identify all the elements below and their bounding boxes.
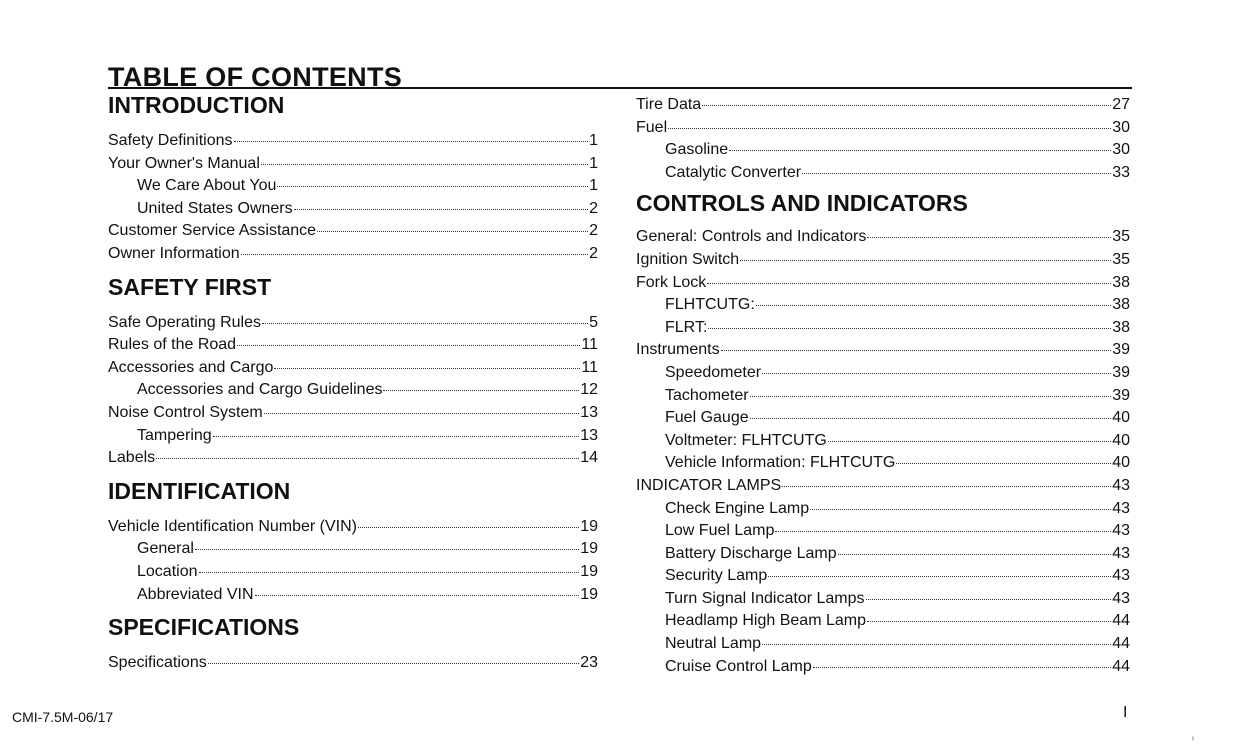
toc-entry-label: Labels <box>108 449 156 467</box>
dot-leader <box>896 463 1111 464</box>
dot-leader <box>813 667 1111 668</box>
dot-leader <box>762 644 1111 645</box>
toc-entry-page: 35 <box>1112 228 1130 246</box>
toc-entry <box>636 339 1130 362</box>
dot-leader <box>195 549 579 550</box>
toc-entry-label: Specifications <box>108 654 207 672</box>
toc-entry-label: Headlamp High Beam Lamp <box>665 612 866 630</box>
dot-leader <box>782 486 1111 487</box>
toc-entry-page: 23 <box>580 654 598 672</box>
toc-entry-page: 11 <box>581 358 598 376</box>
toc-entry-page: 30 <box>1112 118 1130 136</box>
toc-entry <box>108 357 598 380</box>
dot-leader <box>740 260 1111 261</box>
toc-entry <box>636 162 1130 185</box>
dot-leader <box>234 141 589 142</box>
toc-entry <box>636 317 1130 340</box>
toc-entry-page: 19 <box>580 562 598 580</box>
section-heading-specifications: SPECIFICATIONS <box>108 614 300 641</box>
dot-leader <box>768 576 1111 577</box>
toc-entry-page: 27 <box>1112 96 1130 113</box>
toc-entry-label: Accessories and Cargo <box>108 358 274 376</box>
toc-section <box>108 612 598 675</box>
toc-entry-label: Tachometer <box>665 386 749 404</box>
toc-entry-label: FLHTCUTG: <box>665 296 755 314</box>
toc-entry-page: 19 <box>580 585 598 603</box>
dot-leader <box>294 209 588 210</box>
toc-entry-label: Customer Service Assistance <box>108 222 317 240</box>
toc-entry <box>636 272 1130 295</box>
dot-leader <box>707 283 1111 284</box>
dot-leader <box>358 527 579 528</box>
toc-section <box>108 476 598 606</box>
toc-entry <box>636 588 1130 611</box>
toc-entry-page: 2 <box>589 222 598 240</box>
section-heading-controls-and-indicators: CONTROLS AND INDICATORS <box>636 190 968 217</box>
toc-entry <box>636 117 1130 140</box>
toc-entry-page: 44 <box>1112 635 1130 653</box>
toc-entry <box>636 430 1130 453</box>
dot-leader <box>213 436 580 437</box>
toc-entry-page: 43 <box>1112 476 1130 494</box>
toc-entry-label: Security Lamp <box>665 567 768 585</box>
toc-section <box>636 188 1130 678</box>
toc-entry-page: 2 <box>589 244 598 262</box>
toc-entry-label: Instruments <box>636 341 720 359</box>
toc-entry <box>636 565 1130 588</box>
dot-leader <box>261 164 588 165</box>
toc-entry-label: Tampering <box>137 426 212 444</box>
toc-entry-label: Check Engine Lamp <box>665 499 810 517</box>
toc-entry-page: 38 <box>1112 318 1130 336</box>
dot-leader <box>866 599 1112 600</box>
dot-leader <box>264 413 579 414</box>
dot-leader <box>708 328 1111 329</box>
toc-entry-page: 11 <box>581 336 598 354</box>
dot-leader <box>383 390 579 391</box>
dot-leader <box>756 305 1111 306</box>
toc-entry <box>108 516 598 539</box>
dot-leader <box>802 173 1111 174</box>
dot-leader <box>199 572 580 573</box>
dot-leader <box>208 663 579 664</box>
toc-entry <box>108 561 598 584</box>
dot-leader <box>702 105 1111 106</box>
dot-leader <box>810 509 1111 510</box>
toc-entry-page: 39 <box>1112 386 1130 404</box>
dot-leader <box>156 458 579 459</box>
toc-entry-label: Speedometer <box>665 363 762 381</box>
toc-entry-label: Fuel <box>636 118 668 136</box>
dot-leader <box>668 128 1111 129</box>
toc-entry-page: 30 <box>1112 141 1130 159</box>
toc-entry-label: Fork Lock <box>636 273 707 291</box>
toc-entry <box>108 538 598 561</box>
dot-leader <box>867 621 1111 622</box>
toc-entry-page: 14 <box>580 449 598 467</box>
toc-entry <box>636 385 1130 408</box>
dot-leader <box>241 254 588 255</box>
toc-entry-list <box>108 130 598 266</box>
toc-entry-page: 13 <box>580 403 598 421</box>
dot-leader <box>277 186 588 187</box>
toc-entry-page: 13 <box>580 426 598 444</box>
page-number: I <box>1123 704 1128 721</box>
toc-entry-label: Safe Operating Rules <box>108 313 261 331</box>
section-heading-identification: IDENTIFICATION <box>108 477 291 504</box>
toc-entry-label: Rules of the Road <box>108 336 237 354</box>
toc-entry <box>108 584 598 607</box>
toc-entry <box>636 362 1130 385</box>
toc-entry-page: 43 <box>1112 567 1130 585</box>
toc-entry-label: Battery Discharge Lamp <box>665 544 837 562</box>
toc-entry <box>108 334 598 357</box>
toc-entry-label: Noise Control System <box>108 403 263 421</box>
toc-entry-page: 40 <box>1112 409 1130 427</box>
document-code: CMI-7.5M-06/17 <box>12 709 114 725</box>
toc-entry <box>108 379 598 402</box>
toc-entry-page: 43 <box>1112 522 1130 540</box>
toc-section <box>108 272 598 470</box>
toc-entry-page: 39 <box>1112 363 1130 381</box>
toc-entry-label: Fuel Gauge <box>665 409 749 427</box>
dot-leader <box>237 345 580 346</box>
toc-entry-page: 44 <box>1112 657 1130 675</box>
toc-entry-label: General: Controls and Indicators <box>636 228 867 246</box>
toc-entry <box>636 294 1130 317</box>
dot-leader <box>317 231 588 232</box>
toc-entry-page: 44 <box>1112 612 1130 630</box>
toc-section <box>108 90 598 266</box>
section-heading-safety-first: SAFETY FIRST <box>108 273 272 300</box>
toc-entry <box>636 498 1130 521</box>
toc-entry-label: Turn Signal Indicator Lamps <box>665 589 865 607</box>
toc-entry-page: 33 <box>1112 163 1130 181</box>
toc-entry-page: 19 <box>580 540 598 558</box>
toc-entry <box>636 249 1130 272</box>
dot-leader <box>750 418 1112 419</box>
toc-entry-label: Tire Data <box>636 96 702 113</box>
toc-entry-label: FLRT: <box>665 318 708 336</box>
toc-entry <box>636 610 1130 633</box>
dot-leader <box>721 350 1112 351</box>
dot-leader <box>255 595 580 596</box>
toc-entry <box>636 452 1130 475</box>
toc-entry-page: 40 <box>1112 454 1130 472</box>
toc-entry-list <box>108 652 598 675</box>
toc-entry <box>108 130 598 153</box>
toc-entry-label: INDICATOR LAMPS <box>636 476 782 494</box>
toc-entry-label: Voltmeter: FLHTCUTG <box>665 431 827 449</box>
toc-entry-label: We Care About You <box>137 177 277 195</box>
toc-entry-page: 39 <box>1112 341 1130 359</box>
toc-entry <box>108 652 598 675</box>
section-heading-introduction: INTRODUCTION <box>108 92 285 118</box>
stray-mark: ⁱ <box>1192 735 1194 747</box>
dot-leader <box>867 237 1111 238</box>
toc-entry-label: General <box>137 540 194 558</box>
toc-right-column <box>636 94 1130 678</box>
toc-entry-label: Abbreviated VIN <box>137 585 254 603</box>
dot-leader <box>775 531 1111 532</box>
toc-left-column <box>108 90 598 681</box>
toc-entry-page: 2 <box>589 199 598 217</box>
toc-entry-page: 43 <box>1112 589 1130 607</box>
toc-entry-page: 12 <box>580 381 598 399</box>
dot-leader <box>262 323 588 324</box>
toc-entry-label: Cruise Control Lamp <box>665 657 812 675</box>
toc-entry <box>108 425 598 448</box>
toc-entry-list <box>108 516 598 606</box>
toc-entry <box>108 447 598 470</box>
toc-entry-label: Owner Information <box>108 244 240 262</box>
toc-entry <box>108 220 598 243</box>
toc-entry-page: 38 <box>1112 273 1130 291</box>
toc-entry-label: Your Owner's Manual <box>108 154 260 172</box>
toc-entry-label: Vehicle Information: FLHTCUTG <box>665 454 896 472</box>
dot-leader <box>729 150 1111 151</box>
toc-entry-label: Safety Definitions <box>108 132 233 149</box>
toc-entry-label: Accessories and Cargo Guidelines <box>137 381 383 399</box>
dot-leader <box>838 554 1112 555</box>
toc-entry <box>636 226 1130 249</box>
dot-leader <box>762 373 1111 374</box>
toc-entry-label: Ignition Switch <box>636 250 740 268</box>
toc-entry-label: Vehicle Identification Number (VIN) <box>108 517 357 535</box>
toc-entry <box>108 175 598 198</box>
title-rule <box>108 87 1132 89</box>
toc-entry <box>636 543 1130 566</box>
toc-entry <box>636 633 1130 656</box>
toc-entry <box>636 656 1130 679</box>
toc-entry <box>636 407 1130 430</box>
toc-entry <box>108 153 598 176</box>
toc-entry-page: 35 <box>1112 250 1130 268</box>
dot-leader <box>750 396 1112 397</box>
toc-entry-label: Location <box>137 562 198 580</box>
toc-entry-page: 19 <box>580 517 598 535</box>
toc-entry-page: 43 <box>1112 544 1130 562</box>
page-title: TABLE OF CONTENTS <box>108 62 403 93</box>
toc-entry-page: 43 <box>1112 499 1130 517</box>
toc-entry-label: Gasoline <box>665 141 729 159</box>
toc-section <box>636 94 1130 184</box>
toc-entry <box>636 475 1130 498</box>
toc-entry-list <box>108 312 598 470</box>
toc-entry <box>636 139 1130 162</box>
toc-entry-page: 1 <box>589 154 598 172</box>
toc-entry-page: 5 <box>589 313 598 331</box>
toc-entry-page: 1 <box>589 132 598 149</box>
toc-entry <box>108 312 598 335</box>
dot-leader <box>828 441 1111 442</box>
toc-entry <box>108 402 598 425</box>
toc-entry-label: Catalytic Converter <box>665 163 802 181</box>
toc-entry-label: Neutral Lamp <box>665 635 762 653</box>
toc-entry-label: Low Fuel Lamp <box>665 522 775 540</box>
toc-entry <box>108 243 598 266</box>
toc-entry-list <box>636 226 1130 678</box>
toc-entry-page: 1 <box>589 177 598 195</box>
toc-entry-label: United States Owners <box>137 199 293 217</box>
toc-entry <box>108 198 598 221</box>
toc-entry-list <box>636 94 1130 184</box>
toc-entry <box>636 94 1130 117</box>
dot-leader <box>274 368 580 369</box>
toc-entry-page: 40 <box>1112 431 1130 449</box>
toc-entry-page: 38 <box>1112 296 1130 314</box>
toc-entry <box>636 520 1130 543</box>
